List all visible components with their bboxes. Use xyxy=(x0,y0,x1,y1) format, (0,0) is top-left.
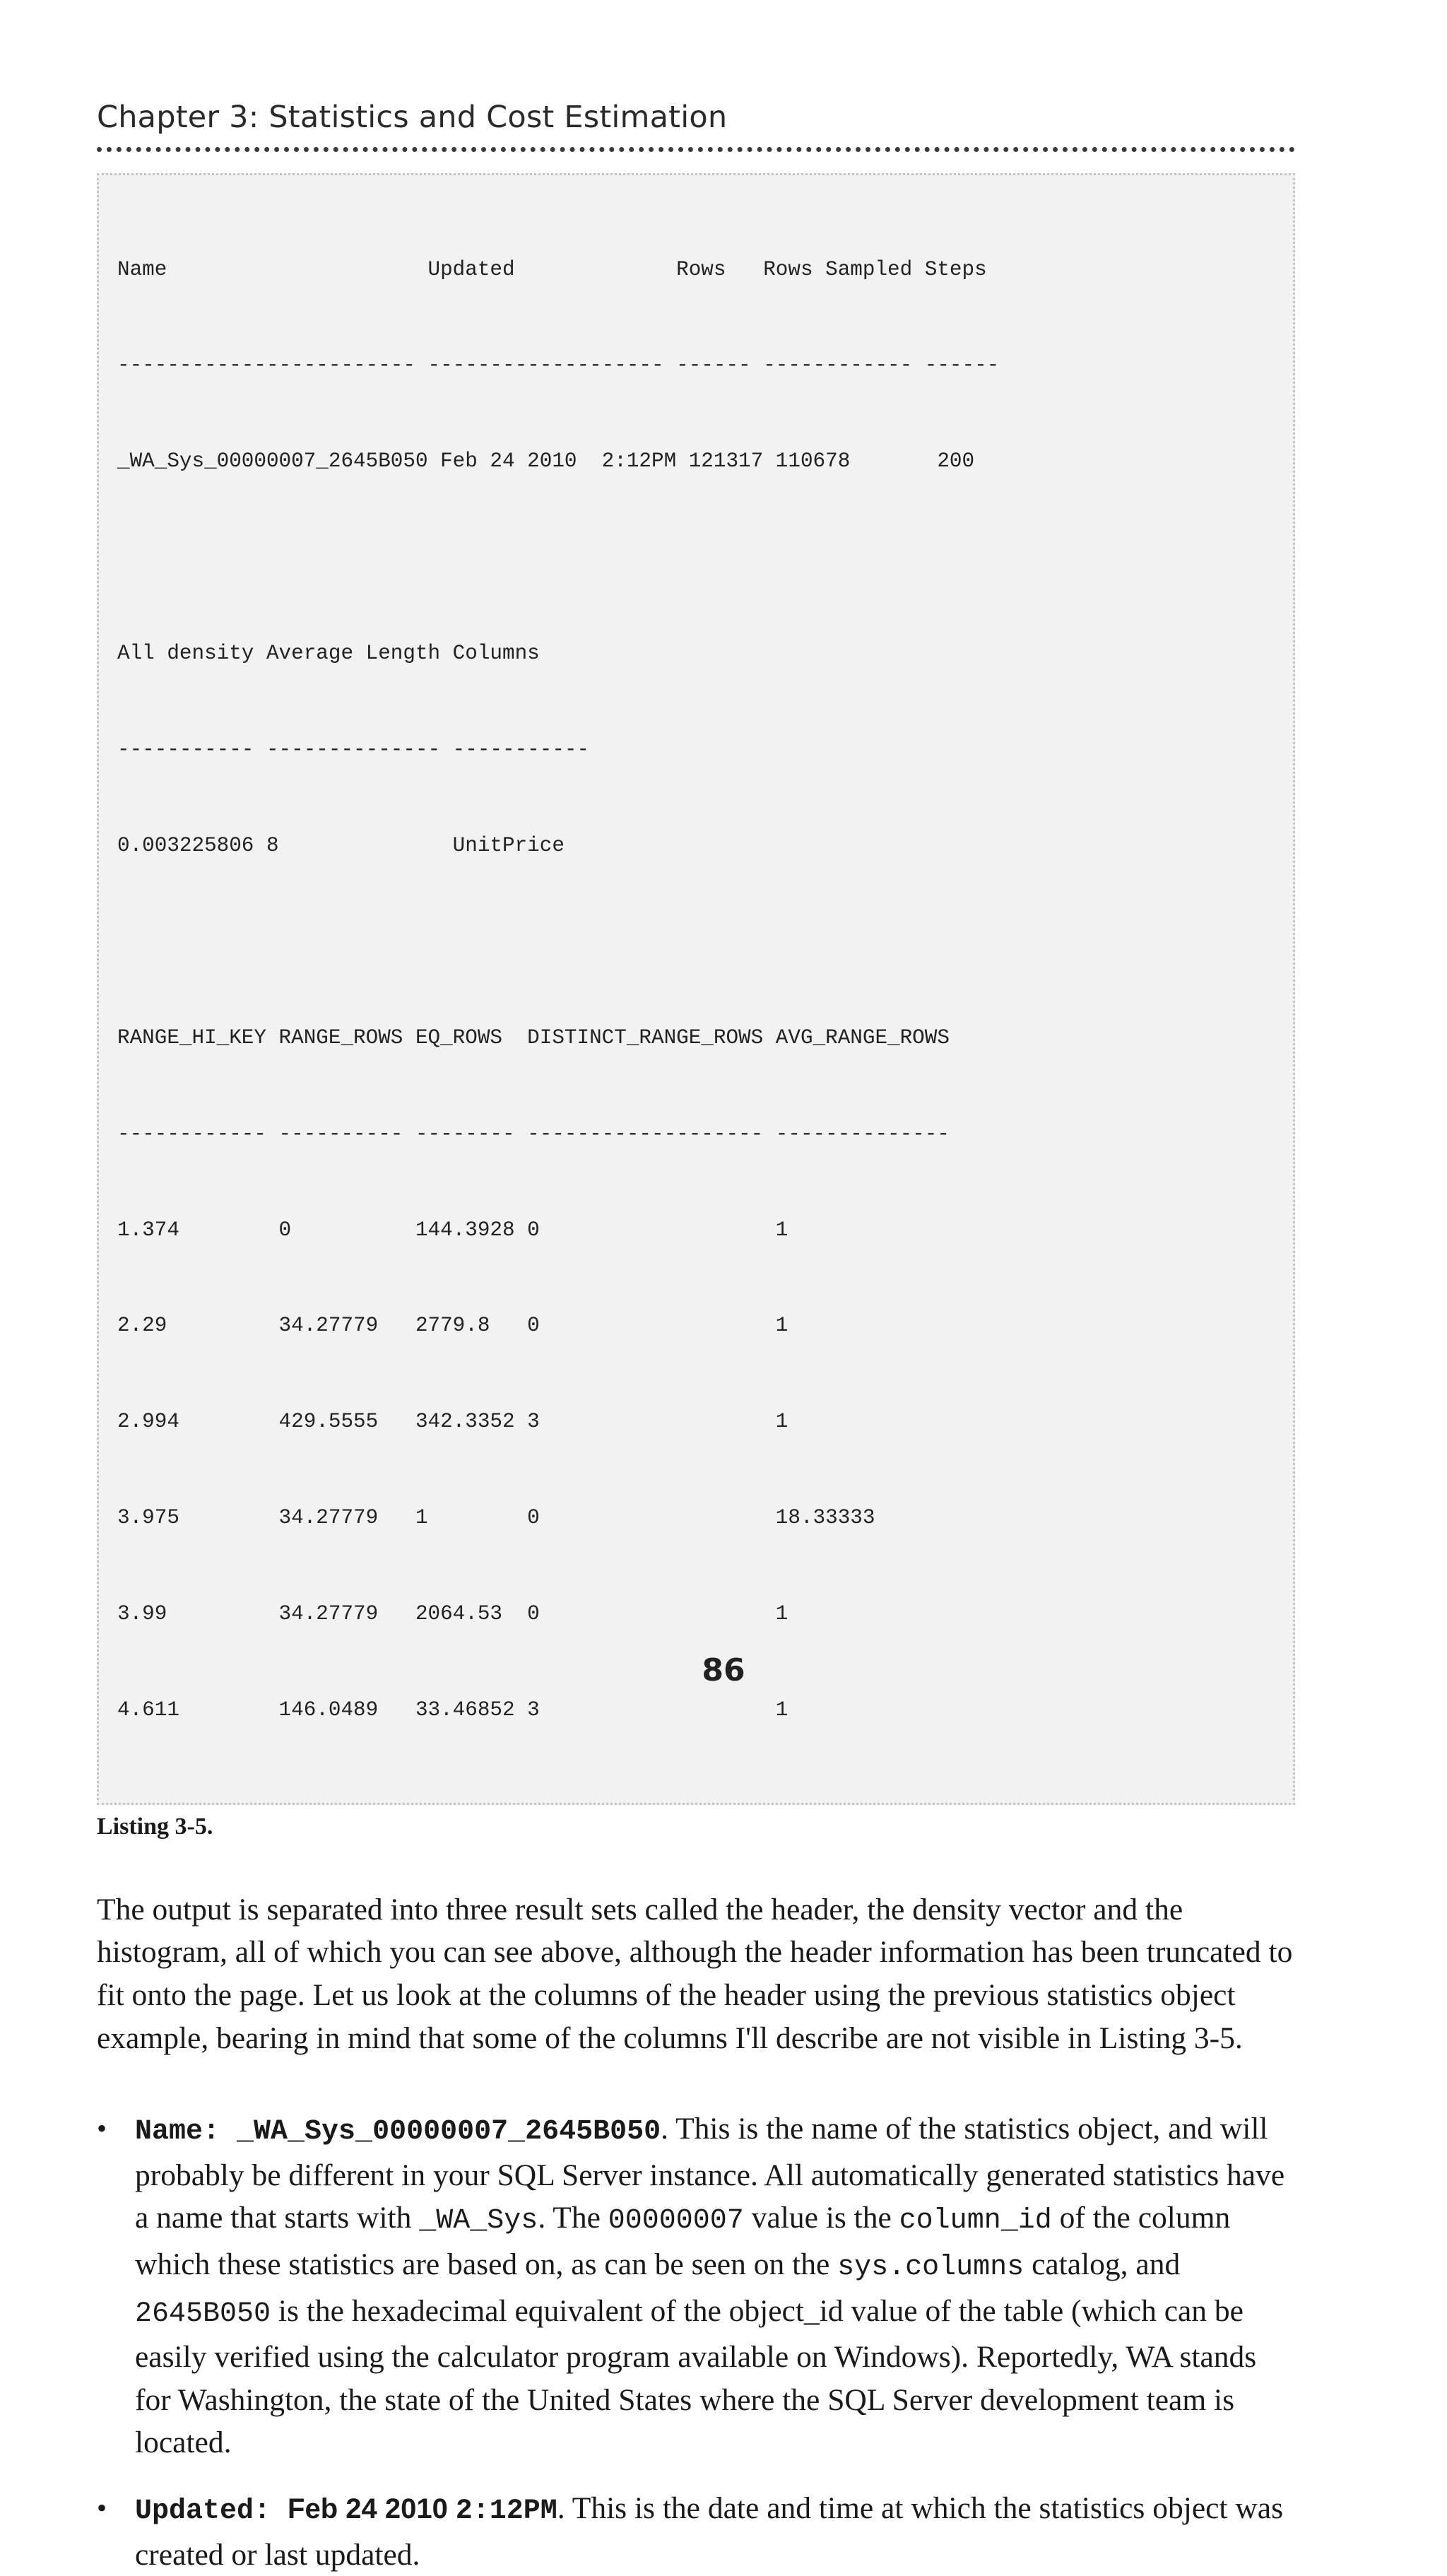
bullet-icon: • xyxy=(97,2112,107,2145)
listing-line: All density Average Length Columns xyxy=(117,642,540,666)
listing-line xyxy=(117,541,1275,573)
bullet-list xyxy=(97,2107,1295,2576)
inline-code: _WA_Sys xyxy=(419,2205,538,2237)
header-divider xyxy=(97,147,1295,152)
bullet-text: . The xyxy=(538,2201,608,2235)
listing-line: Name Updated Rows Rows Sampled Steps xyxy=(117,257,987,281)
listing-line: ----------- -------------- ----------- xyxy=(117,738,590,762)
listing-line: 4.611 146.0489 33.46852 3 1 xyxy=(117,1698,789,1722)
bullet-text: . This is the name of the statistics object, and will probably be different in your SQL Server instance. All automatically generated statistics have a name that starts with xyxy=(135,2112,1285,2235)
listing-line: 0.003225806 8 UnitPrice xyxy=(117,833,565,857)
bullet-text: is the hexadecimal equivalent of the object_id value of the table (which can be easily verified using the calculator program available on Windows). Reportedly, WA stands for Washington, the state of the United States where the SQL Server development team is located. xyxy=(135,2293,1257,2460)
listing-line: ------------------------ ------------------- ------ ------------ ------ xyxy=(117,353,1000,377)
listing-line: RANGE_HI_KEY RANGE_ROWS EQ_ROWS DISTINCT_RANGE_ROWS AVG_RANGE_ROWS xyxy=(117,1025,950,1049)
inline-code: column_id xyxy=(899,2205,1052,2237)
inline-code: sys.columns xyxy=(837,2252,1024,2283)
listing-line: 1.374 0 144.3928 0 1 xyxy=(117,1218,789,1242)
bullet-value-date: Feb 24 2010 xyxy=(288,2493,448,2524)
listing-line: 3.975 34.27779 1 0 18.33333 xyxy=(117,1506,875,1530)
chapter-header: Chapter 3: Statistics and Cost Estimation xyxy=(97,100,728,135)
page-number: 86 xyxy=(702,1652,745,1688)
bullet-item-name xyxy=(97,2107,1295,2464)
bullet-label: Updated: xyxy=(135,2495,288,2527)
bullet-item-updated xyxy=(97,2487,1295,2576)
listing-line: 3.99 34.27779 2064.53 0 1 xyxy=(117,1602,789,1626)
bullet-text: . This is the date and time at which the statistics object was created or last updated. xyxy=(135,2490,1284,2572)
bullet-text: catalog, and xyxy=(1024,2247,1181,2281)
book-page xyxy=(97,0,1295,2576)
bullet-icon: • xyxy=(97,2491,107,2524)
inline-code: 00000007 xyxy=(608,2205,744,2237)
listing-line: ------------ ---------- -------- ------------------- -------------- xyxy=(117,1122,950,1146)
listing-line xyxy=(117,926,1275,958)
listing-line: _WA_Sys_00000007_2645B050 Feb 24 2010 2:12PM 121317 110678 200 xyxy=(117,449,975,474)
bullet-value: _WA_Sys_00000007_2645B050 xyxy=(237,2116,661,2148)
listing-caption: Listing 3-5. xyxy=(97,1813,213,1840)
inline-code: 2645B050 xyxy=(135,2298,271,2330)
listing-line: 2.29 34.27779 2779.8 0 1 xyxy=(117,1314,789,1338)
bullet-text: value is the xyxy=(743,2201,899,2235)
bullet-label: Name: xyxy=(135,2116,237,2148)
bullet-value-time: 2:12PM xyxy=(455,2495,557,2527)
bullet-text: of the column which these statistics are based on, as can be seen on the xyxy=(135,2201,1231,2281)
listing-line: 2.994 429.5555 342.3352 3 1 xyxy=(117,1410,789,1434)
body-paragraph: The output is separated into three result sets called the header, the density vector and the histogram, all of which you can see above, although the header information has been truncated to fit onto the page. Let us look at the columns of the header using the previous statistics object example, bearing in mind that some of the columns I'll describe are not visible in Listing 3-5. xyxy=(97,1892,1293,2055)
code-listing xyxy=(97,173,1295,1805)
